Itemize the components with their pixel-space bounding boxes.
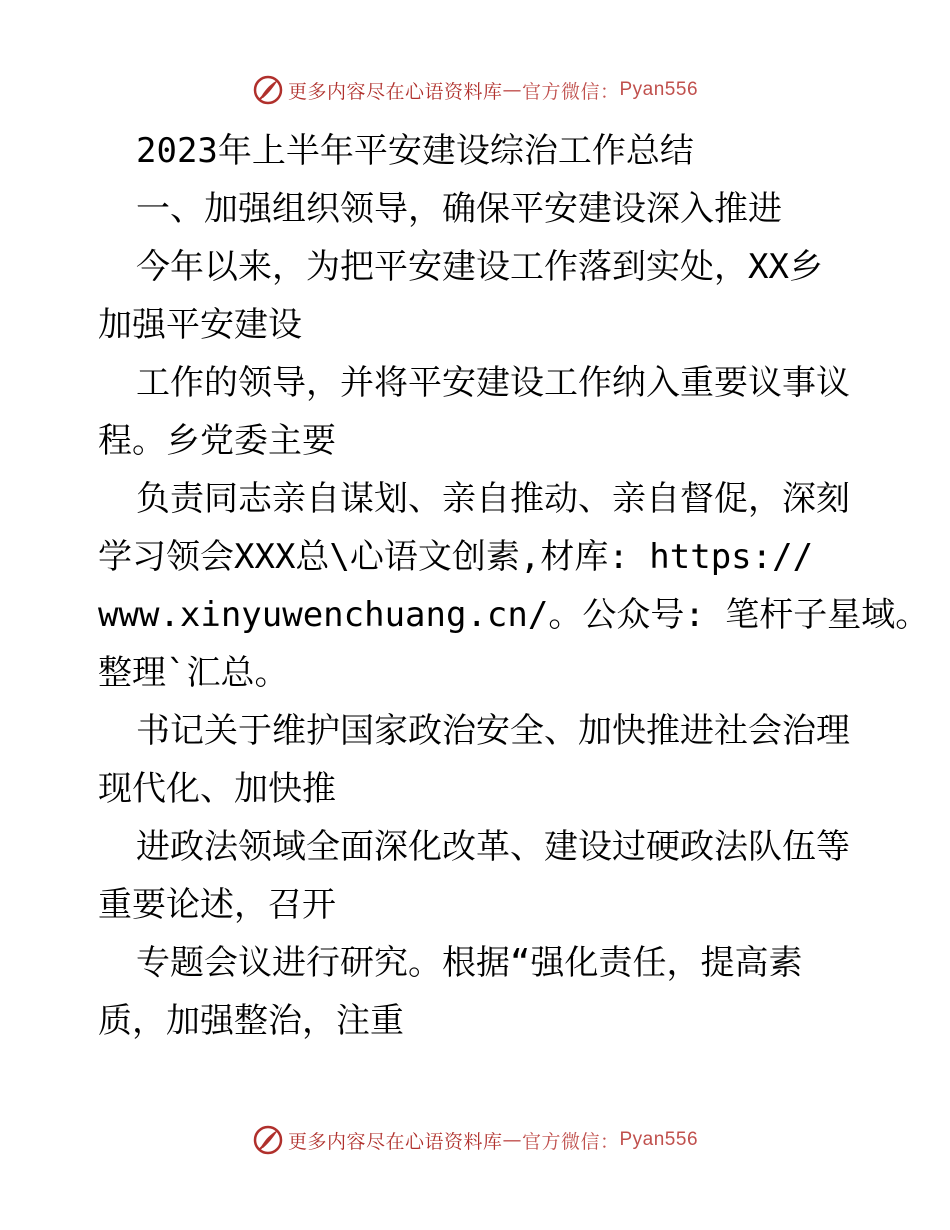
- feather-pen-logo-icon: [252, 1124, 284, 1156]
- watermark-id: Pyan556: [619, 79, 699, 100]
- text-line: www.xinyuwenchuang.cn/。公众号: 笔杆子星域。: [98, 595, 930, 635]
- watermark-sub-text: 官方微信：: [521, 1130, 620, 1153]
- watermark-main-text: 更多内容尽在心语资料库: [287, 1130, 503, 1153]
- text-line: 负责同志亲自谋划、亲自推动、亲自督促，深刻: [136, 479, 850, 519]
- text-line: 进政法领域全面深化改革、建设过硬政法队伍等: [136, 827, 850, 867]
- text-line: 2023年上半年平安建设综治工作总结: [136, 131, 694, 171]
- text-line: 一、加强组织领导，确保平安建设深入推进: [136, 189, 782, 229]
- watermark-id: Pyan556: [619, 1129, 699, 1150]
- text-line: 学习领会XXX总\心语文创素,材库: https://: [98, 537, 814, 577]
- text-line: 书记关于维护国家政治安全、加快推进社会治理: [136, 711, 850, 751]
- text-line: 整理`汇总。: [98, 653, 289, 693]
- feather-pen-logo-icon: [252, 74, 284, 106]
- header-watermark: [0, 70, 950, 110]
- text-line: 加强平安建设: [98, 305, 302, 345]
- text-line: 今年以来，为把平安建设工作落到实处，XX乡: [136, 247, 823, 287]
- text-line: 专题会议进行研究。根据“强化责任，提高素: [136, 943, 803, 983]
- footer-watermark: [0, 1120, 950, 1160]
- document-body: [98, 122, 930, 1050]
- watermark-main-text: 更多内容尽在心语资料库: [287, 80, 503, 103]
- text-line: 工作的领导，并将平安建设工作纳入重要议事议: [136, 363, 850, 403]
- watermark-dash: —: [502, 79, 522, 101]
- text-line: 重要论述，召开: [98, 885, 336, 925]
- text-line: 现代化、加快推: [98, 769, 336, 809]
- watermark-dash: —: [502, 1129, 522, 1151]
- text-line: 质，加强整治，注重: [98, 1001, 404, 1041]
- watermark-sub-text: 官方微信：: [521, 80, 620, 103]
- text-line: 程。乡党委主要: [98, 421, 336, 461]
